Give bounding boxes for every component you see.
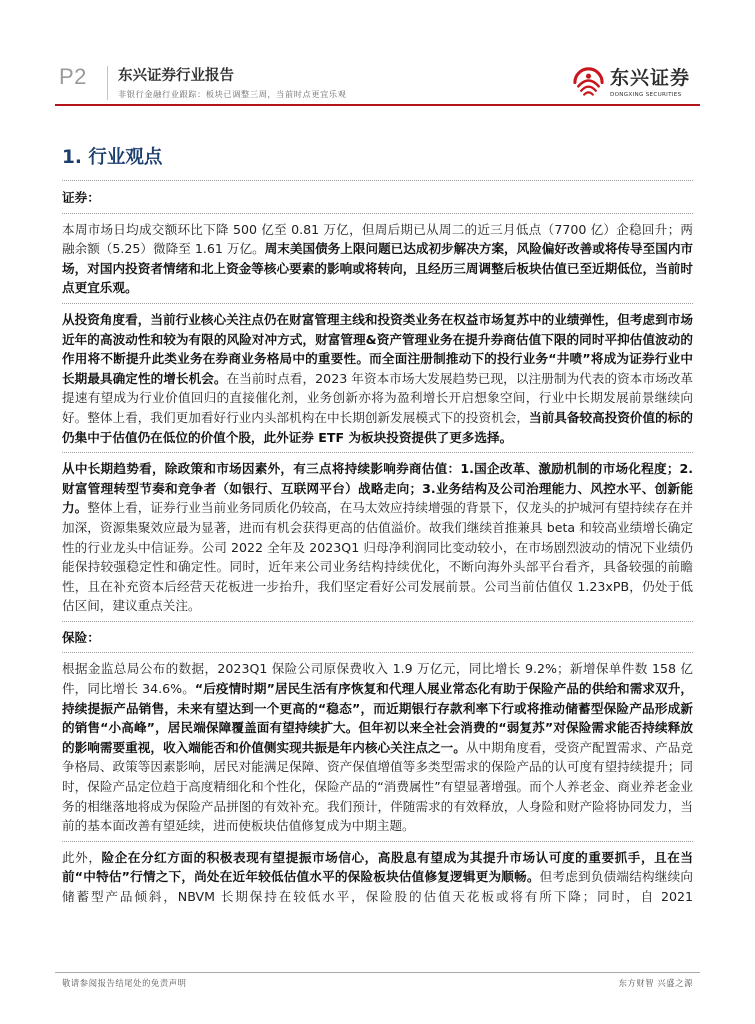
paragraph-bold-run: 周末美国债务上限问题已达成初步解决方案，风险偏好改善或将传导至国内市场，对国内投资者情绪和北上资金等核心要素的影响或将转向，且经历三周调整后板块估值已至近期低位，当前时点更宜乐观。: [62, 241, 693, 296]
paragraph-run: 在当前时点看，2023 年资本市场大发展趋势已现，以注册制为代表的资本市场改革提速有望成为行业价值回归的直接催化剂，业务创新亦将为盈利增长开启想象空间，行业中长期发展前景继续向好。整体上看，我们更加看好行业内头部机构在中长期创新发展模式下的投资机会，: [62, 370, 693, 425]
paragraph-bold-run: 从投资角度看，当前行业核心关注点仍在财富管理主线和投资类业务在权益市场复苏中的业绩弹性，但考虑到市场近年的高波动性和较为有限的风险对冲方式，财富管理&资产管理业务在提升券商估值下限的同时平抑估值波动的作用将不断提升此类业务在券商业务格局中的重要性。而全面注册制推动下的投行业务“井喷”将成为证券行业中长期最具确定性的增长机会。: [62, 311, 693, 386]
paragraph-run: 本周市场日均成交额环比下降 500 亿至 0.81 万亿，但周后期已从周二的近三月低点（7700 亿）企稳回升；两融余额（5.25）微降至 1.61 万亿。: [62, 221, 693, 257]
logo-english-name: DONGXING SECURITIES: [610, 92, 682, 98]
insurance-label: 保险：: [62, 629, 100, 645]
securities-label: 证券：: [62, 190, 100, 205]
paragraph-bold-run: “后疫情时期”居民生活有序恢复和代理人展业常态化有助于保险产品的供给和需求双升，持续提振产品销售，未来有望达到一个更高的“稳态”，而近期银行存款利率下行或将推动储蓄型保险产品形成新的销售“小高峰”，居民端保障覆盖面有望持续扩大。但年初以来全社会消费的“弱复苏”对保险需求能否持续释放的影响需要重视，收入端能否和价值侧实现共振是年内核心关注点之一。: [62, 681, 693, 755]
report-body: [62, 146, 693, 907]
footer-disclaimer: 敬请参阅报告结尾处的免责声明: [62, 978, 187, 988]
footer-rule: [55, 972, 700, 973]
paragraph-run: 但考虑到负债端结构继续向储蓄型产品倾斜，NBVM 长期保持在较低水平，保险股的估值天花板或将有所下降；同时，自 2021: [62, 869, 693, 904]
securities-paragraph-1: [62, 220, 693, 298]
section-title: 1. 行业观点: [62, 147, 163, 168]
dotted-separator: [62, 452, 693, 453]
insurance-paragraph-1: [62, 659, 693, 835]
dotted-separator: [62, 841, 693, 842]
logo-name: 东兴证券: [610, 67, 691, 89]
paragraph-bold-run: 险企在分红方面的积极表现有望提振市场信心，高股息有望成为其提升市场认可度的重要抓手，且在当前“中特估”行情之下，尚处在近年较低估值水平的保险板块估值修复逻辑更为顺畅。: [62, 849, 693, 885]
paragraph-bold-run: 当前具备较高投资价值的标的仍集中于估值仍在低位的价值个股，此外证券 ETF 为板块投资提供了更多选择。: [62, 409, 693, 445]
dotted-separator: [62, 652, 693, 653]
header-rule: [55, 104, 700, 106]
dotted-separator: [62, 621, 693, 622]
securities-paragraph-3: [62, 459, 693, 616]
dotted-separator: [62, 303, 693, 304]
header-divider: [107, 66, 108, 100]
securities-paragraph-2: [62, 310, 693, 447]
paragraph-run: 从中期角度看，受资产配置需求、产品竞争格局、政策等因素影响，居民对能满足保障、资产保值增值等多类型需求的保险产品的认可度有望持续提升；同时，保险产品定位趋于高度精细化和个性化，保险产品的“消费属性”有望显著增强。而个人养老金、商业养老金业务的相继落地将成为保险产品拼图的有效补充。我们预计，伴随需求的有效释放，人身险和财产险将协同发力，当前的基本面改善有望延续，进而使板块估值修复成为中期主题。: [62, 739, 693, 834]
paragraph-bold-run: 从中长期趋势看，除政策和市场因素外，有三点将持续影响券商估值：1.国企改革、激励机制的市场化程度；2.财富管理转型节奏和竞争者（如银行、互联网平台）战略走向；3.业务结构及公司治理能力、风控水平、创新能力。: [62, 461, 693, 516]
dotted-separator: [62, 180, 693, 181]
report-subtitle: 非银行金融行业跟踪：板块已调整三周，当前时点更宜乐观: [118, 89, 347, 99]
paragraph-run: 整体上看，证券行业当前业务同质化仍较高，在马太效应持续增强的背景下，仅龙头的护城河有望持续存在并加深，资源集聚效应最为显著，进而有机会获得更高的估值溢价。故我们继续首推兼具 beta 和较高业绩增长确定性的行业龙头中信证券。公司 2022 全年及 2023Q1 归母净利润同比变动较小，在市场剧烈波动的情况下业绩仍能保持较强稳定性和确定性。同时，近年来公司业务结构持续优化，不断向海外头部平台看齐，具备较强的前瞻性，且在补充资本后经营天花板进一步抬升，我们坚定看好公司发展前景。公司当前估值仅 1.23xPB，仍处于低估区间，建议重点关注。: [62, 500, 693, 614]
company-logo: [571, 61, 699, 103]
dotted-separator: [62, 213, 693, 214]
report-title: 东兴证券行业报告: [118, 68, 234, 84]
footer-slogan: 东方财智 兴盛之源: [618, 978, 693, 988]
page-number: P2: [59, 64, 87, 89]
paragraph-run: 此外，: [62, 849, 102, 865]
company-logo-icon: [571, 64, 606, 99]
insurance-paragraph-2: [62, 848, 693, 907]
paragraph-run: 根据金监总局公布的数据，2023Q1 保险公司原保费收入 1.9 万亿元，同比增长 9.2%；新增保单件数 158 亿件，同比增长 34.6%。: [62, 661, 693, 697]
